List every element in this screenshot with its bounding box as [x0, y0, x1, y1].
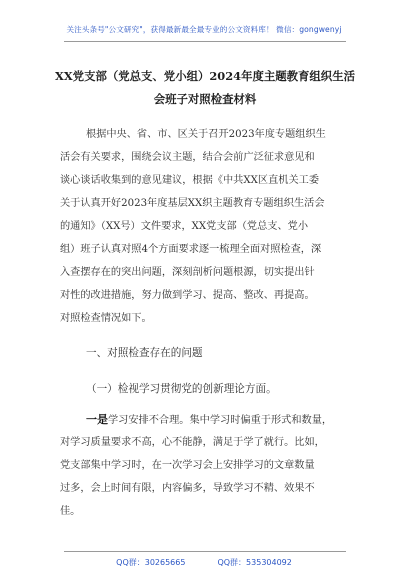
point-line-first — [86, 413, 332, 427]
intro-line: 谈心谈话收集到的意见建议，根据《中共XX区直机关工委 — [60, 175, 320, 186]
intro-line: 对照检查情况如下。 — [60, 313, 152, 324]
point-line: 党支部集中学习时，在一次学习会上安排学习的文章数量 — [60, 460, 315, 471]
page-footer — [0, 557, 408, 568]
footer-divider — [64, 551, 346, 552]
point-line: 对学习质量要求不高，心不能静，满足于学了就行。比如， — [60, 437, 325, 448]
intro-line: 关于认真开好2023年度基层XX织主题教育专题组织生活会 — [60, 198, 325, 209]
subsection-heading: （一）检视学习贯彻党的创新理论方面。 — [86, 383, 277, 395]
section-heading: 一、对照检查存在的问题 — [86, 347, 203, 359]
point-line: 佳。 — [60, 506, 81, 517]
footer-qq-group-2: QQ群：535304092 — [217, 558, 292, 567]
footer-qq-group-1: QQ群：30265665 — [116, 558, 186, 567]
intro-line: 对性的改进措施，努力做到学习、提高、整改、再提高。 — [60, 290, 315, 301]
point-first-text: 学习安排不合理。集中学习时偏重于形式和数量， — [108, 415, 333, 426]
intro-line: 根据中央、省、市、区关于召开2023年度专题组织生 — [86, 129, 326, 140]
intro-line: 的通知》（XX号）文件要求，XX党支部（党总支、党小 — [60, 221, 309, 232]
page-header-notice: 关注头条号"公文研究"，获得最新最全最专业的公文资料库！ 微信：gongwenyj — [66, 25, 342, 34]
header-divider — [64, 41, 346, 42]
intro-line: 入查摆存在的突出问题，深刻剖析问题根源，切实提出针 — [60, 267, 315, 278]
point-lead: 一是 — [86, 413, 108, 426]
intro-line: 活会有关要求，围绕会议主题，结合会前广泛征求意见和 — [60, 152, 315, 163]
document-title-line-1: XX党支部（党总支、党小组）2024年度主题教育组织生活 — [55, 69, 355, 83]
document-title-line-2: 会班子对照检查材料 — [153, 92, 257, 106]
intro-line: 组）班子认真对照4个方面要求逐一梳理全面对照检查，深 — [60, 244, 322, 255]
point-line: 过多，会上时间有限，内容偏多，导致学习不精、效果不 — [60, 483, 315, 494]
